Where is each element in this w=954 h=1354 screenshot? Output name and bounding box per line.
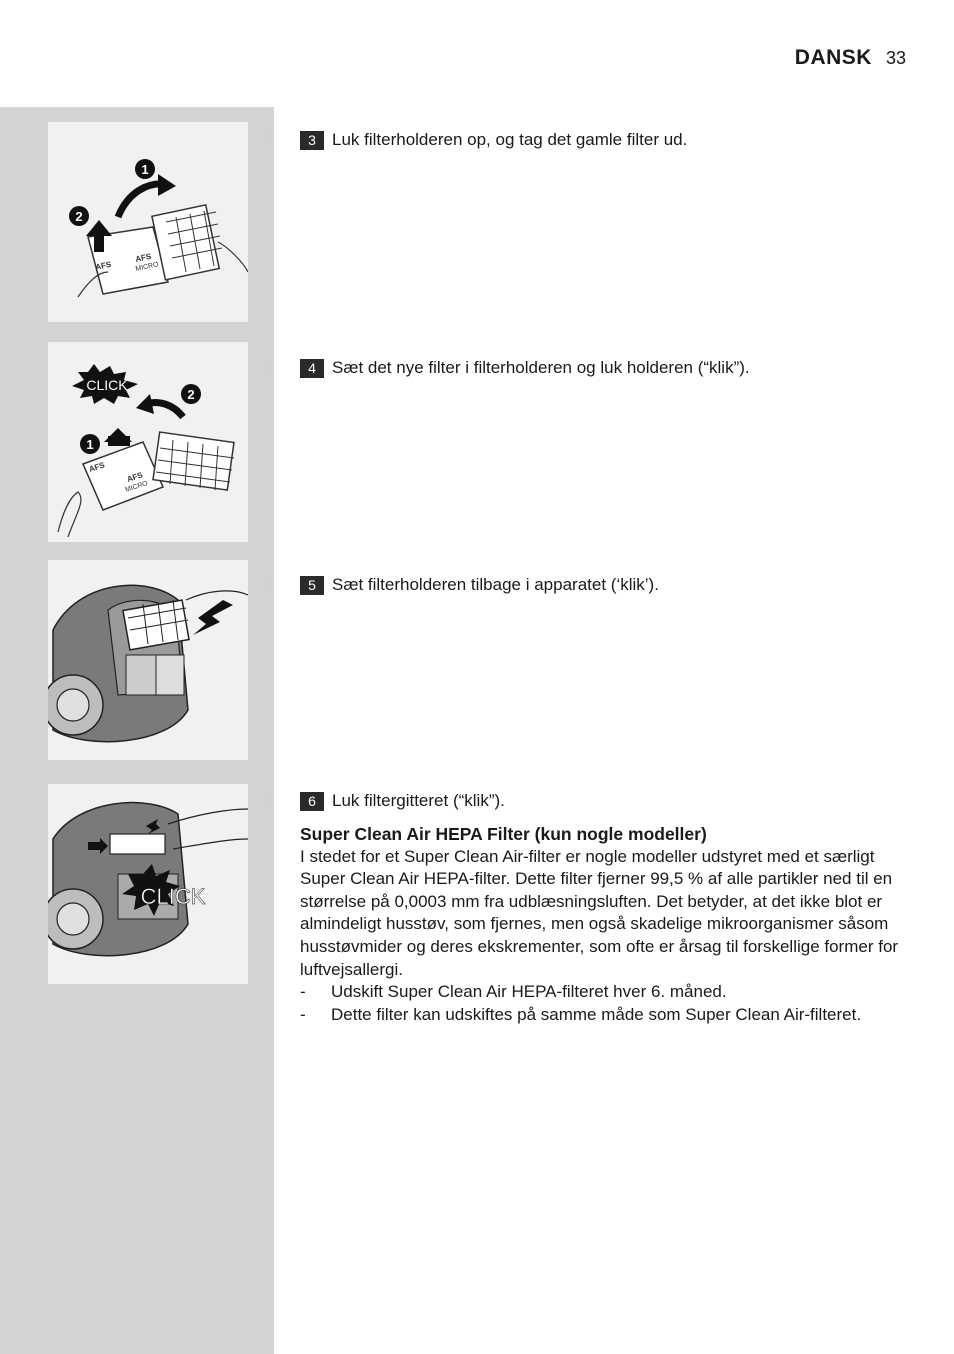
callout-notch bbox=[248, 352, 274, 380]
hepa-section bbox=[300, 823, 910, 1026]
callout-notch bbox=[248, 786, 274, 814]
illustration-step-4 bbox=[48, 342, 248, 542]
filter-sublabel: MICRO bbox=[134, 261, 160, 273]
section-title: Super Clean Air HEPA Filter (kun nogle modeller) bbox=[300, 824, 707, 844]
click-label: CLICK bbox=[140, 884, 206, 909]
filter-label-a: AFS bbox=[87, 460, 106, 474]
page-number: 33 bbox=[885, 48, 906, 68]
step-4 bbox=[300, 358, 750, 378]
bullet-item: - Udskift Super Clean Air HEPA-filteret hver 6. måned. bbox=[300, 981, 910, 1004]
step-number: 4 bbox=[300, 359, 324, 378]
filter-label-b: AFS bbox=[125, 470, 144, 484]
step-6 bbox=[300, 791, 505, 811]
bullet-text: Udskift Super Clean Air HEPA-filteret hver 6. måned. bbox=[331, 982, 727, 1002]
callout-notch bbox=[248, 124, 274, 152]
step-3 bbox=[300, 130, 687, 150]
filter-label-a: AFS bbox=[94, 259, 113, 272]
marker-2: 2 bbox=[75, 209, 83, 224]
language-label: DANSK bbox=[794, 46, 872, 69]
section-paragraph: I stedet for et Super Clean Air-filter er nogle modeller udstyret med et særligt Super Clean Air HEPA-filter. Dette filter fjerner 99,5 % af alle partikler ned til en størrelse på 0,0003 mm fra udblæsningsluften. Det betyder, at det ikke blot er almindeligt husstøv, som fjernes, men også skadelige mikroorganismer såsom husstøvmider og deres ekskrementer, som ofte er årsag til forskellige former for luftvejsallergi. bbox=[300, 846, 899, 979]
click-label: CLICK bbox=[86, 377, 128, 393]
callout-notch bbox=[248, 569, 274, 597]
illustration-step-5 bbox=[48, 560, 248, 760]
step-text: Luk filtergitteret (“klik”). bbox=[332, 791, 505, 810]
illustration-step-6 bbox=[48, 784, 248, 984]
step-5 bbox=[300, 575, 659, 595]
step-number: 3 bbox=[300, 131, 324, 150]
marker-1: 1 bbox=[141, 162, 149, 177]
marker-1: 1 bbox=[86, 437, 94, 452]
bullet-item: - Dette filter kan udskiftes på samme måde som Super Clean Air-filteret. bbox=[300, 1004, 910, 1027]
step-number: 5 bbox=[300, 576, 324, 595]
filter-label-b: AFS bbox=[134, 251, 153, 264]
marker-2: 2 bbox=[187, 387, 195, 402]
page-header bbox=[795, 46, 906, 70]
filter-sublabel: MICRO bbox=[124, 480, 149, 494]
step-text: Sæt filterholderen tilbage i apparatet (‘klik’). bbox=[332, 575, 659, 594]
step-text: Luk filterholderen op, og tag det gamle filter ud. bbox=[332, 130, 688, 149]
illustration-step-3 bbox=[48, 122, 248, 322]
bullet-text: Dette filter kan udskiftes på samme måde som Super Clean Air-filteret. bbox=[331, 1004, 862, 1024]
step-number: 6 bbox=[300, 792, 324, 811]
step-text: Sæt det nye filter i filterholderen og luk holderen (“klik”). bbox=[332, 358, 750, 377]
